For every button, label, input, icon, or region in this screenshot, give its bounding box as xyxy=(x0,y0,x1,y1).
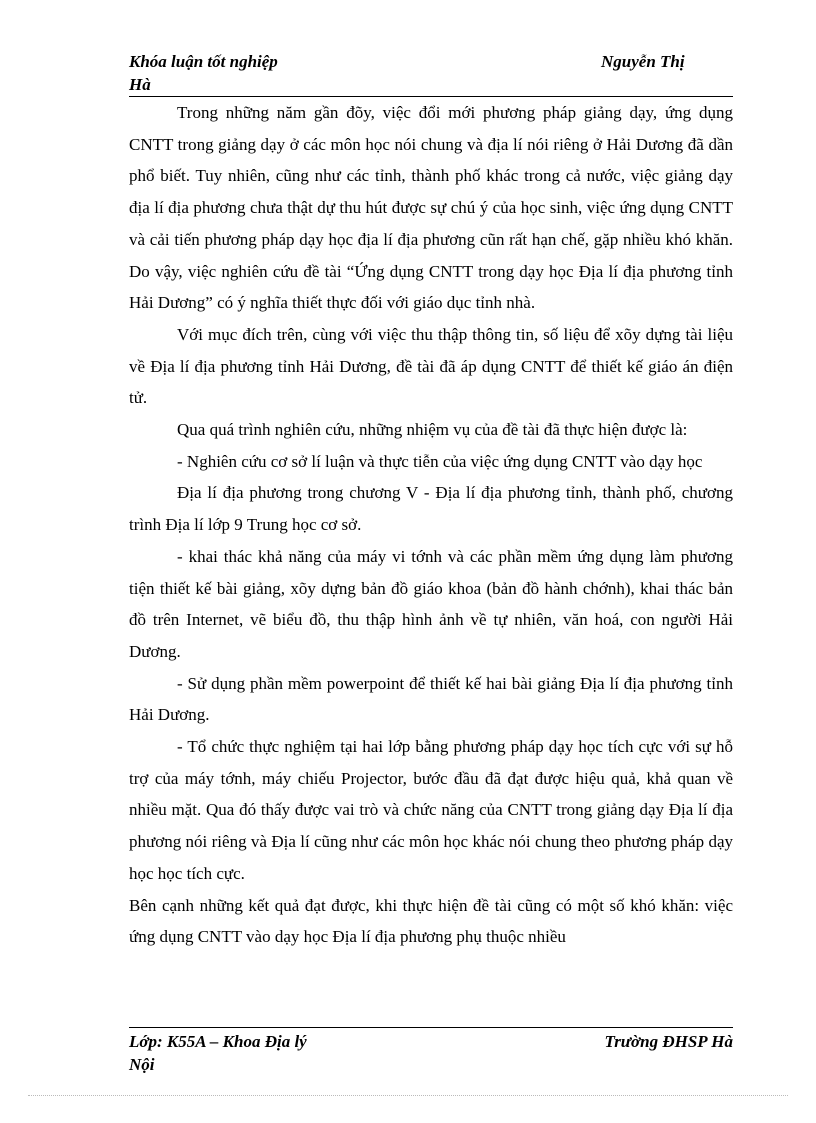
header-thesis-title: Khóa luận tốt nghiệp xyxy=(129,52,278,71)
header-author-name: Nguyễn Thị xyxy=(601,52,685,71)
paragraph-last: Bên cạnh những kết quả đạt được, khi thực hiện đề tài cũng có một số khó khăn: việc ứng dụng CNTT vào dạy học Địa lí địa phương phụ thuộc nhiều xyxy=(129,895,733,947)
footer-class-faculty-cont: Nội xyxy=(129,1055,155,1074)
paragraph: - Nghiên cứu cơ sở lí luận và thực tiễn của việc ứng dụng CNTT vào dạy học xyxy=(177,451,703,471)
page-footer xyxy=(129,1030,733,1076)
footer-rule xyxy=(129,1027,733,1028)
paragraph: Trong những năm gần đõy, việc đổi mới phương pháp giảng dạy, ứng dụng CNTT trong giảng dạy ở các môn học nói chung và địa lí nói riêng ở Hải Dương đã dần phổ biết. Tuy nhiên, cũng như các tỉnh, thành phố khác trong cả nước, việc giảng dạy địa lí địa phương chưa thật dự thu hút được sự chú ý của học sinh, việc ứng dụng CNTT và cải tiến phương pháp dạy học địa lí địa phương cũn rất hạn chế, gặp nhiều khó khăn. Do vậy, việc nghiên cứu đề tài “Ứng dụng CNTT trong dạy học Địa lí địa phương tỉnh Hải Dương” có ý nghĩa thiết thực đối với giáo dục tỉnh nhà. xyxy=(129,103,733,313)
header-author-name-cont: Hà xyxy=(129,75,151,94)
paragraph: Địa lí địa phương trong chương V - Địa lí địa phương tỉnh, thành phố, chương trình Địa lí lớp 9 Trung học cơ sở. xyxy=(129,483,733,535)
paragraph: - Sử dụng phần mềm powerpoint để thiết kế hai bài giảng Địa lí địa phương tỉnh Hải Dương. xyxy=(129,673,733,725)
page-header xyxy=(129,50,733,96)
footer-university: Trường ĐHSP Hà xyxy=(604,1032,733,1051)
page-edge-divider xyxy=(28,1095,788,1096)
paragraph: - Tổ chức thực nghiệm tại hai lớp bằng phương pháp dạy học tích cực với sự hỗ trợ của máy tớnh, máy chiếu Projector, bước đầu đã đạt được hiệu quả, khả quan về nhiều mặt. Qua đó thấy được vai trò và chức năng của CNTT trong giảng dạy Địa lí địa phương nói riêng và Địa lí cũng như các môn học khác nói chung theo phương pháp dạy học học tích cực. xyxy=(129,737,733,883)
paragraph: Qua quá trình nghiên cứu, những nhiệm vụ của đề tài đã thực hiện được là: xyxy=(177,420,688,440)
paragraph: Với mục đích trên, cùng với việc thu thập thông tin, số liệu để xõy dựng tài liệu về Địa lí địa phương tỉnh Hải Dương, đề tài đã áp dụng CNTT để thiết kế giáo án điện tử. xyxy=(129,324,733,408)
document-body xyxy=(129,97,733,953)
paragraph: - khai thác khả năng của máy vi tớnh và các phần mềm ứng dụng làm phương tiện thiết kế bài giảng, xõy dựng bản đồ giáo khoa (bản đồ hành chớnh), khai thác bản đồ trên Internet, vẽ biểu đồ, thu thập hình ảnh về tự nhiên, văn hoá, con người Hải Dương. xyxy=(129,546,733,661)
footer-class-faculty: Lớp: K55A – Khoa Địa lý xyxy=(129,1032,307,1051)
